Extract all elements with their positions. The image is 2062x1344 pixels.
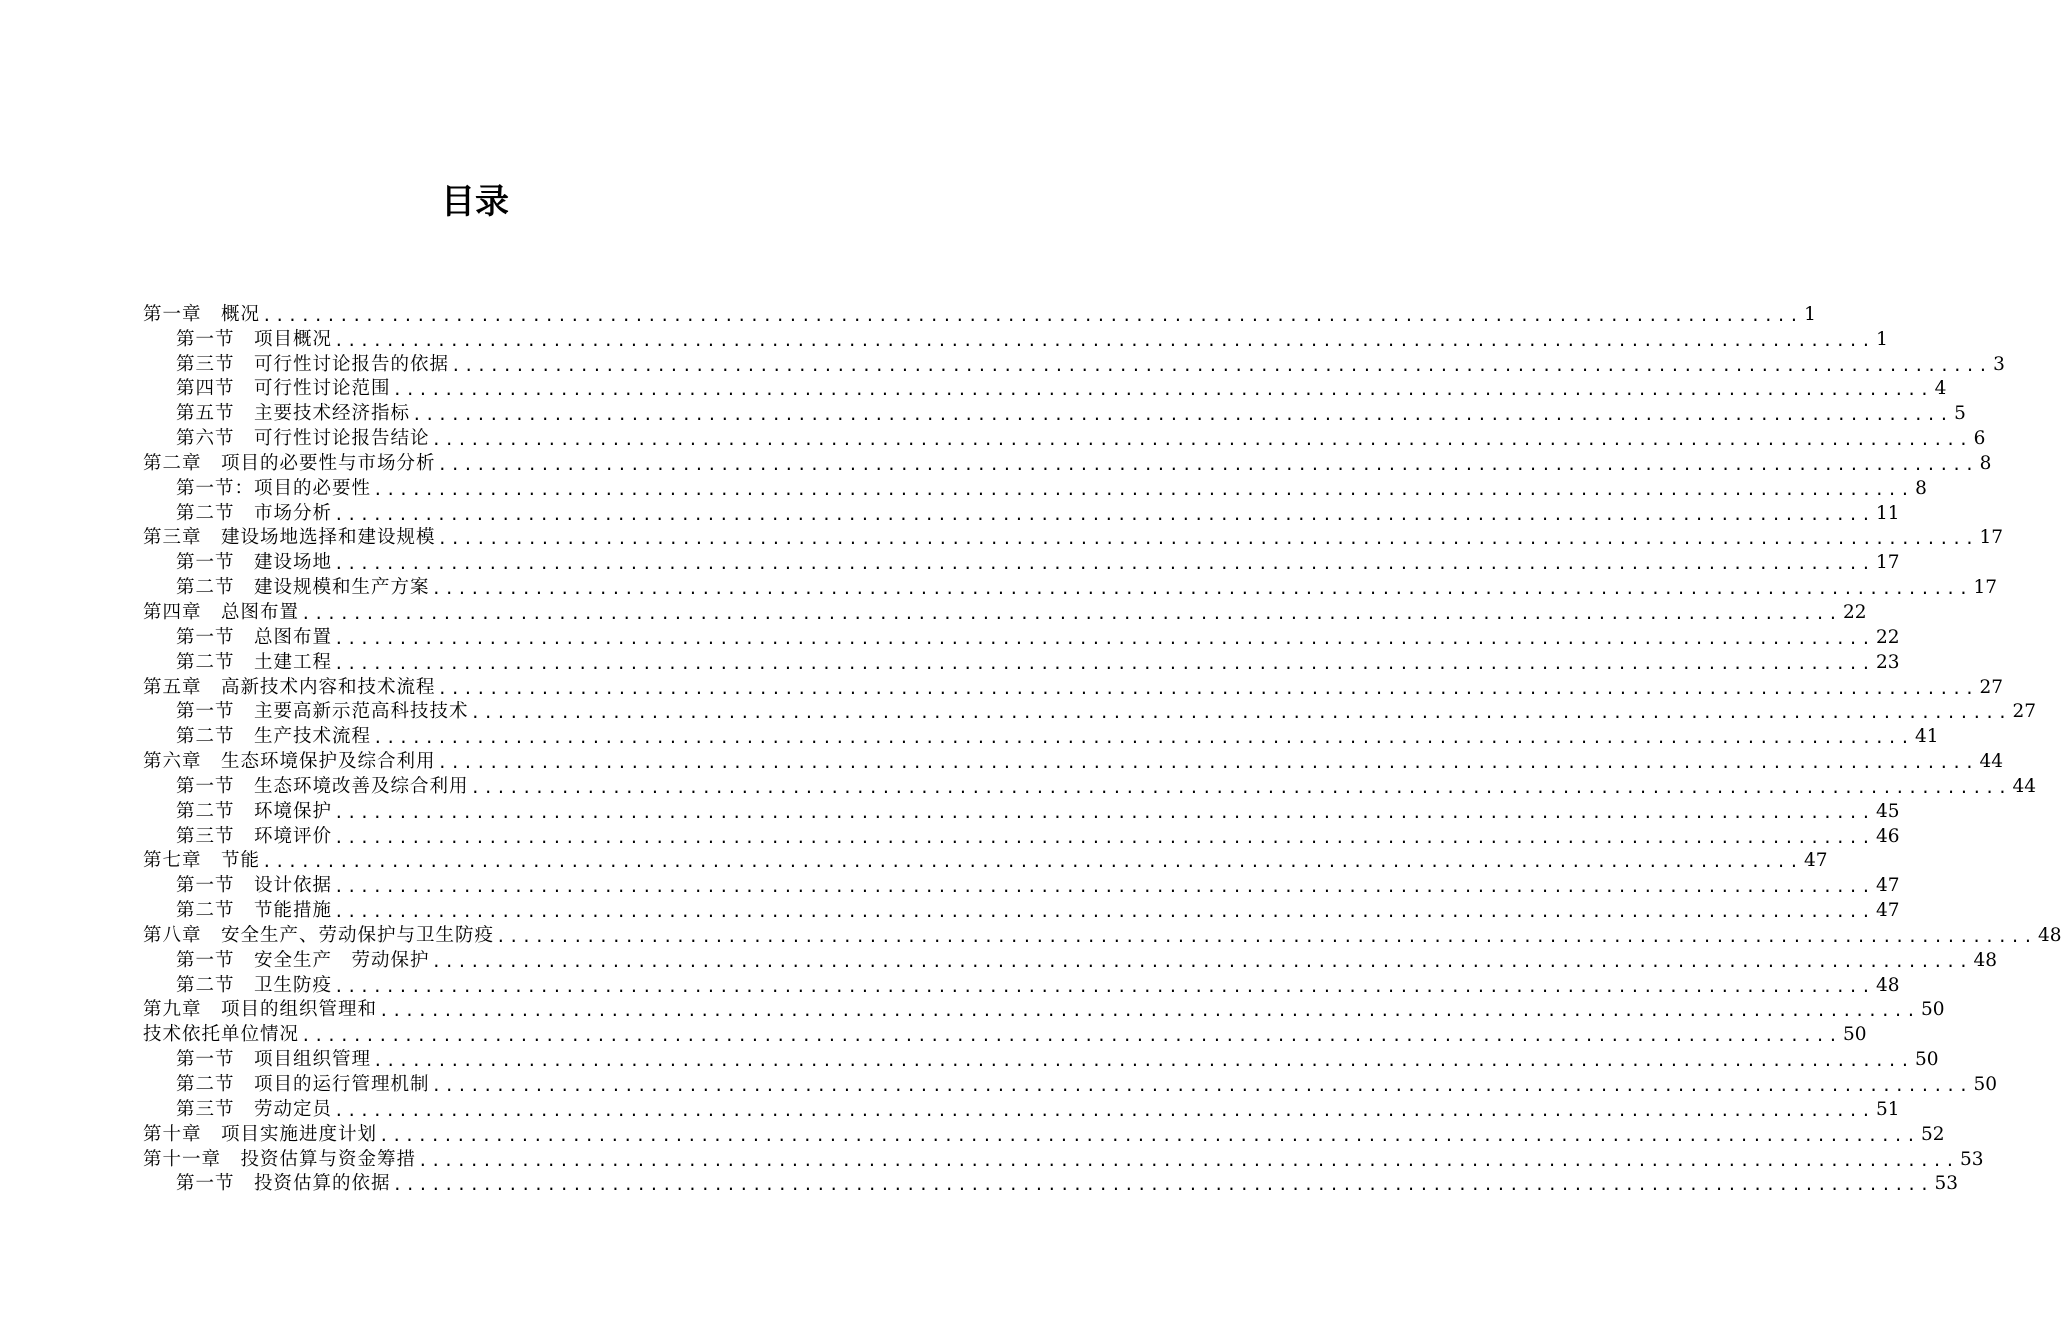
toc-entry-label: 第二节 土建工程 [176,651,333,673]
toc-page-number: 1 [1876,328,1888,350]
toc-section-entry[interactable] [143,873,1900,898]
toc-leader-dots: ........................................................................................................................ [262,852,1802,872]
toc-entry-label: 第七章 节能 [143,850,261,872]
toc-section-entry[interactable] [143,774,2036,799]
toc-entry-label: 第三章 建设场地选择和建设规模 [143,527,436,549]
toc-page-number: 3 [1993,353,2005,375]
toc-leader-dots: ........................................................................................................................ [262,305,1802,325]
toc-page-number: 11 [1875,502,1900,524]
toc-section-entry[interactable] [143,724,1939,749]
toc-page-number: 47 [1875,875,1900,897]
toc-page-number: 50 [1920,999,1945,1021]
toc-leader-dots: ........................................................................................................................ [373,479,1913,499]
toc-page-number: 17 [1973,577,1997,599]
toc-entry-label: 第五章 高新技术内容和技术流程 [143,676,436,698]
toc-page-number: 41 [1914,726,1939,748]
toc-leader-dots: ........................................................................................................................ [334,1100,1874,1120]
toc-leader-dots: ........................................................................................................................ [334,330,1874,350]
toc-section-entry[interactable] [143,575,1997,600]
toc-page-number: 50 [1914,1049,1939,1071]
toc-leader-dots: ........................................................................................................................ [392,380,1933,400]
toc-page-number: 27 [1979,676,2003,698]
toc-entry-label: 第一节 投资估算的依据 [176,1173,391,1195]
toc-page-number: 51 [1875,1098,1900,1120]
toc-leader-dots: ........................................................................................................................ [379,1125,1919,1145]
toc-entry-label: 第一节 总图布置 [176,626,333,648]
toc-leader-dots: ........................................................................................................................ [412,405,1952,425]
toc-chapter-entry[interactable] [143,526,2003,551]
toc-entry-label: 第二节 卫生防疫 [176,974,333,996]
toc-entry-label: 第三节 环境评价 [176,825,333,847]
toc-leader-dots: ........................................................................................................................ [373,1051,1913,1071]
toc-leader-dots: ........................................................................................................................ [334,628,1874,648]
toc-leader-dots: ........................................................................................................................ [451,355,1991,375]
table-of-contents [143,302,2062,1196]
toc-entry-label: 第三节 可行性讨论报告的依据 [176,353,450,375]
toc-entry-label: 第八章 安全生产、劳动保护与卫生防疫 [143,924,495,946]
toc-entry-label: 第十一章 投资估算与资金筹措 [143,1148,417,1170]
toc-page-number: 22 [1842,601,1867,623]
toc-section-entry[interactable] [143,327,1888,352]
toc-section-entry[interactable] [143,948,1997,973]
toc-page-number: 23 [1875,651,1900,673]
toc-section-entry[interactable] [143,377,1947,402]
toc-leader-dots: ........................................................................................................................ [334,802,1874,822]
toc-section-entry[interactable] [143,426,1986,451]
toc-page-number: 45 [1875,800,1900,822]
toc-leader-dots: ........................................................................................................................ [418,1150,1958,1170]
toc-leader-dots: ........................................................................................................................ [334,653,1874,673]
toc-page-number: 44 [2012,775,2036,797]
toc-page-number: 17 [1979,527,2003,549]
toc-page-number: 8 [1915,477,1927,499]
toc-leader-dots: ........................................................................................................................ [496,926,2036,946]
toc-section-entry[interactable] [143,1097,1900,1122]
toc-leader-dots: ........................................................................................................................ [437,678,1978,698]
toc-leader-dots: ........................................................................................................................ [334,504,1874,524]
toc-leader-dots: ........................................................................................................................ [431,430,1972,450]
toc-page-number: 6 [1973,428,1986,450]
toc-chapter-entry[interactable] [143,675,2003,700]
toc-page-number: 17 [1875,552,1900,574]
toc-leader-dots: ........................................................................................................................ [334,877,1874,897]
toc-entry-label: 第二节 市场分析 [176,502,333,524]
toc-leader-dots: ........................................................................................................................ [379,1001,1919,1021]
toc-entry-label: 第五节 主要技术经济指标 [176,403,411,425]
toc-page-number: 52 [1920,1123,1945,1145]
toc-page-number: 47 [1803,850,1828,872]
toc-entry-label: 第二节 生产技术流程 [176,726,372,748]
toc-entry-label: 第二节 节能措施 [176,900,333,922]
toc-entry-label: 第九章 项目的组织管理和 [143,999,378,1021]
toc-leader-dots: ........................................................................................................................ [431,1076,1972,1095]
toc-section-entry[interactable] [143,550,1900,575]
toc-section-entry[interactable] [143,1047,1939,1072]
toc-leader-dots: ........................................................................................................................ [334,827,1874,847]
toc-chapter-entry[interactable] [143,302,1816,327]
toc-page-number: 4 [1934,378,1947,400]
toc-leader-dots: ........................................................................................................................ [301,1026,1841,1046]
toc-leader-dots: ........................................................................................................................ [334,976,1874,996]
toc-entry-label: 第一节 项目组织管理 [176,1049,372,1071]
toc-entry-label: 第四章 总图布置 [143,601,300,623]
toc-leader-dots: ........................................................................................................................ [334,902,1874,922]
toc-chapter-entry[interactable] [143,923,2062,948]
toc-leader-dots: ........................................................................................................................ [301,603,1841,623]
toc-page-number: 53 [1934,1173,1958,1195]
toc-leader-dots: ........................................................................................................................ [437,529,1978,549]
toc-page-number: 48 [1973,949,1997,971]
toc-entry-label: 第六章 生态环境保护及综合利用 [143,751,436,773]
toc-page-number: 5 [1954,403,1966,425]
toc-page-number: 50 [1973,1074,1997,1095]
toc-leader-dots: ........................................................................................................................ [373,728,1913,748]
toc-leader-dots: ........................................................................................................................ [334,554,1874,574]
toc-section-entry[interactable] [143,1072,1997,1097]
toc-page-number: 44 [1979,751,2003,773]
toc-chapter-entry[interactable] [143,1147,1984,1172]
toc-chapter-entry[interactable] [143,998,1945,1023]
toc-section-entry[interactable] [143,476,1927,501]
toc-leader-dots: ........................................................................................................................ [470,703,2011,723]
toc-chapter-entry[interactable] [143,1122,1945,1147]
toc-entry-label: 第二章 项目的必要性与市场分析 [143,452,436,474]
toc-page-number: 8 [1979,452,1992,474]
toc-section-entry[interactable] [143,650,1900,675]
toc-entry-label: 第一章 概况 [143,303,261,325]
toc-entry-label: 第二节 环境保护 [176,800,333,822]
toc-entry-label: 技术依托单位情况 [143,1024,300,1046]
toc-section-entry[interactable] [143,625,1900,650]
toc-leader-dots: ........................................................................................................................ [431,579,1972,599]
toc-leader-dots: ........................................................................................................................ [437,753,1978,773]
toc-section-entry[interactable] [143,352,2005,377]
toc-page-number: 22 [1875,626,1900,648]
toc-page-number: 53 [1959,1148,1984,1170]
toc-entry-label: 第一节 建设场地 [176,552,333,574]
toc-page-number: 47 [1875,900,1900,922]
toc-entry-label: 第六节 可行性讨论报告结论 [176,428,430,450]
toc-section-entry[interactable] [143,1172,1958,1197]
toc-entry-label: 第十章 项目实施进度计划 [143,1123,378,1145]
toc-entry-label: 第二节 建设规模和生产方案 [176,577,430,599]
toc-entry-label: 第一节 生态环境改善及综合利用 [176,775,469,797]
toc-page-number: 50 [1842,1024,1867,1046]
toc-section-entry[interactable] [143,799,1900,824]
toc-chapter-entry[interactable] [143,849,1828,874]
toc-entry-label: 第四节 可行性讨论范围 [176,378,391,400]
toc-page-number: 48 [1875,974,1900,996]
page-title: 目录 [441,182,509,222]
toc-section-entry[interactable] [143,824,1900,849]
toc-entry-label: 第二节 项目的运行管理机制 [176,1074,430,1095]
toc-section-entry[interactable] [143,501,1900,526]
toc-entry-label: 第一节 主要高新示范高科技技术 [176,701,469,723]
toc-section-entry[interactable] [143,700,2036,725]
toc-leader-dots: ........................................................................................................................ [437,454,1978,474]
toc-entry-label: 第一节 项目概况 [176,328,333,350]
toc-chapter-entry[interactable] [143,600,1867,625]
toc-page-number: 46 [1875,825,1900,847]
toc-entry-label: 第一节：项目的必要性 [176,477,372,499]
toc-section-entry[interactable] [143,973,1900,998]
toc-page-number: 1 [1804,303,1816,325]
toc-leader-dots: ........................................................................................................................ [470,777,2011,797]
toc-entry-label: 第一节 设计依据 [176,875,333,897]
toc-page-number: 27 [2012,701,2036,723]
toc-page-number: 48 [2037,924,2062,946]
toc-entry-label: 第三节 劳动定员 [176,1098,333,1120]
toc-section-entry[interactable] [143,898,1900,923]
toc-chapter-entry[interactable] [143,749,2003,774]
toc-leader-dots: ........................................................................................................................ [392,1175,1933,1195]
toc-entry-label: 第一节 安全生产 劳动保护 [176,949,430,971]
toc-section-entry[interactable] [143,401,1966,426]
toc-leader-dots: ........................................................................................................................ [431,951,1972,971]
toc-chapter-entry[interactable] [143,1022,1867,1047]
toc-chapter-entry[interactable] [143,451,1992,476]
